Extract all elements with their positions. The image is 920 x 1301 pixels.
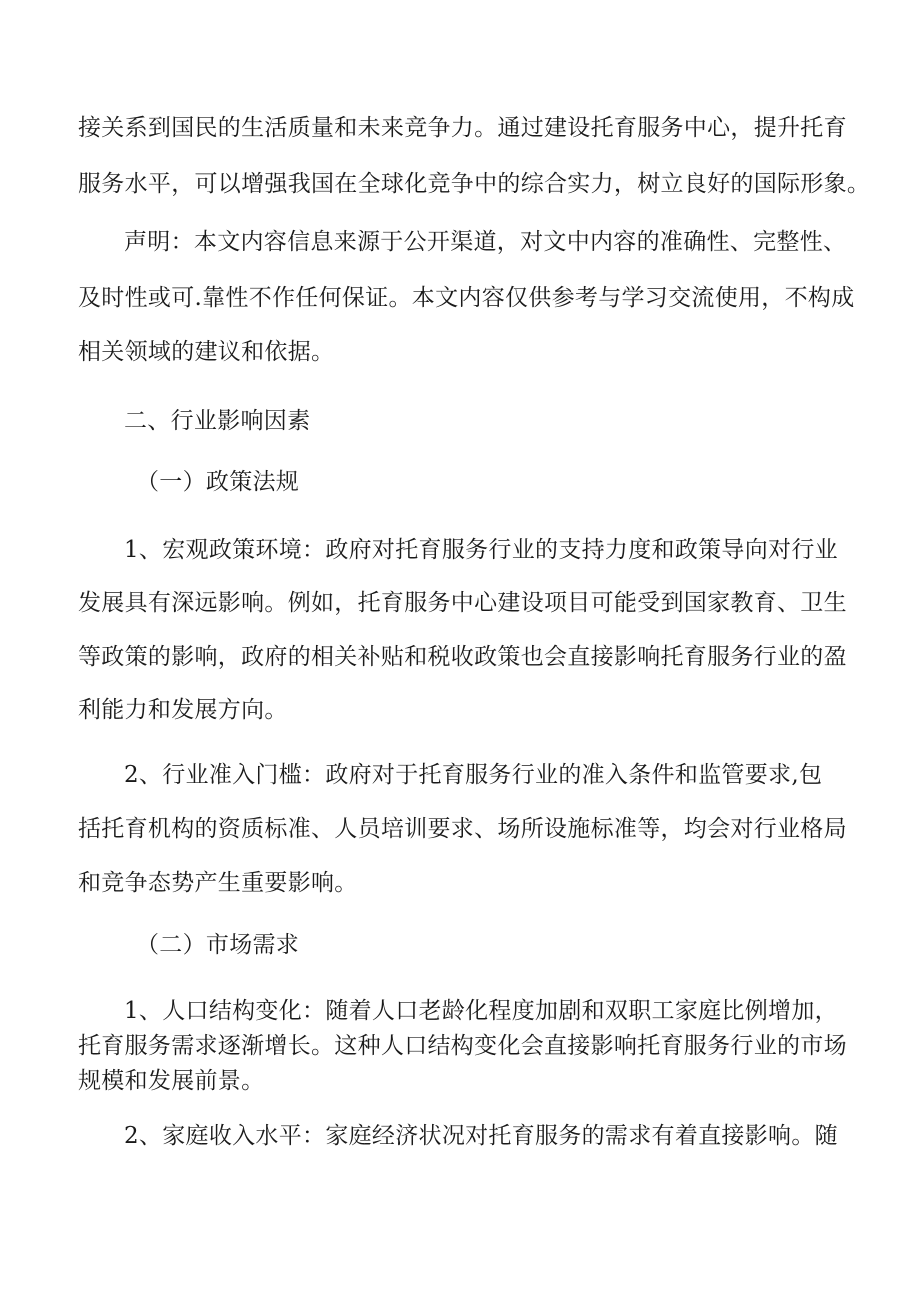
- paragraph-line: 利能力和发展方向。: [78, 697, 288, 723]
- paragraph-line: 和竞争态势产生重要影响。: [78, 870, 358, 896]
- paragraph-line: 2、家庭收入水平：家庭经济状况对托育服务的需求有着直接影响。随: [124, 1123, 838, 1149]
- paragraph-line: 规模和发展前景。: [78, 1068, 265, 1094]
- disclaimer-line: 及时性或可.靠性不作任何保证。本文内容仅供参考与学习交流使用，不构成: [78, 285, 855, 311]
- paragraph-line: 发展具有深远影响。例如，托育服务中心建设项目可能受到国家教育、卫生: [78, 590, 847, 616]
- disclaimer-line: 声明：本文内容信息来源于公开渠道，对文中内容的准确性、完整性、: [124, 229, 847, 255]
- paragraph-line: 1、人口结构变化：随着人口老龄化程度加剧和双职工家庭比例增加，: [124, 998, 838, 1024]
- paragraph-line: 服务水平，可以增强我国在全球化竞争中的综合实力，树立良好的国际形象。: [78, 171, 871, 197]
- paragraph-line: 接关系到国民的生活质量和未来竞争力。通过建设托育服务中心，提升托育: [78, 115, 847, 141]
- subsection-heading: （一）政策法规: [136, 469, 300, 495]
- paragraph-line: 1、宏观政策环境：政府对托育服务行业的支持力度和政策导向对行业: [124, 537, 838, 563]
- section-heading: 二、行业影响因素: [124, 408, 311, 434]
- paragraph-line: 等政策的影响，政府的相关补贴和税收政策也会直接影响托育服务行业的盈: [78, 644, 847, 670]
- paragraph-line: 2、行业准入门槛：政府对于托育服务行业的准入条件和监管要求,包: [124, 762, 823, 788]
- subsection-heading: （二）市场需求: [136, 932, 300, 958]
- paragraph-line: 括托育机构的资质标准、人员培训要求、场所设施标准等，均会对行业格局: [78, 816, 847, 842]
- disclaimer-line: 相关领域的建议和依据。: [78, 339, 335, 365]
- paragraph-line: 托育服务需求逐渐增长。这种人口结构变化会直接影响托育服务行业的市场: [78, 1033, 847, 1059]
